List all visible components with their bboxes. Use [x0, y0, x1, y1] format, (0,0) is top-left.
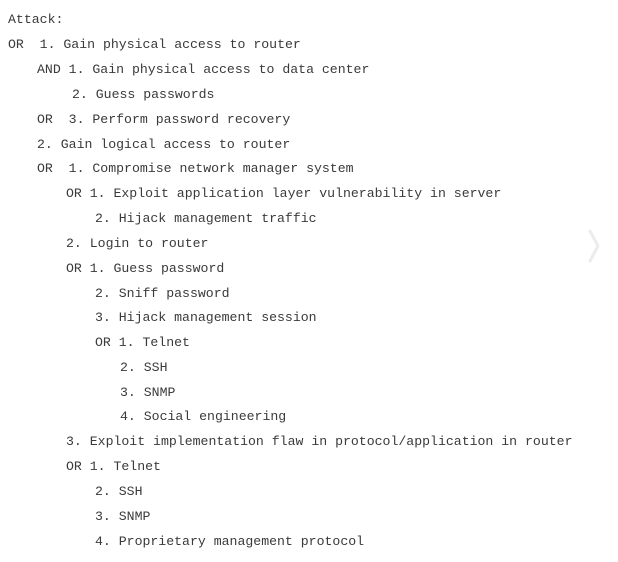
attack-tree-line: OR 1. Compromise network manager system	[37, 161, 354, 176]
attack-tree-line: OR 1. Guess password	[66, 261, 225, 276]
attack-tree-line: 3. SNMP	[95, 509, 151, 524]
attack-tree-line: 4. Proprietary management protocol	[95, 534, 365, 549]
attack-tree-line: OR 1. Telnet	[95, 335, 190, 350]
attack-tree-line: 3. Exploit implementation flaw in protocol/application in router	[66, 434, 573, 449]
attack-tree-line: Attack:	[8, 12, 64, 27]
attack-tree-line: 2. Hijack management traffic	[95, 211, 317, 226]
attack-tree-line: 2. Login to router	[66, 236, 209, 251]
attack-tree-line: 3. SNMP	[120, 385, 176, 400]
attack-tree-line: 2. Sniff password	[95, 286, 230, 301]
attack-tree-line: OR 1. Exploit application layer vulnerability in server	[66, 186, 502, 201]
attack-tree-line: 3. Hijack management session	[95, 310, 317, 325]
attack-tree-line: 2. Guess passwords	[72, 87, 215, 102]
attack-tree-line: 4. Social engineering	[120, 409, 287, 424]
attack-tree-line: 2. SSH	[95, 484, 143, 499]
attack-tree-line: 2. SSH	[120, 360, 168, 375]
attack-tree-line: OR 1. Gain physical access to router	[8, 37, 301, 52]
attack-tree-line: OR 1. Telnet	[66, 459, 161, 474]
attack-tree-line: 2. Gain logical access to router	[37, 137, 291, 152]
attack-tree-line: OR 3. Perform password recovery	[37, 112, 291, 127]
attack-tree-line: AND 1. Gain physical access to data center	[37, 62, 370, 77]
chevron-right-icon[interactable]	[586, 228, 602, 264]
